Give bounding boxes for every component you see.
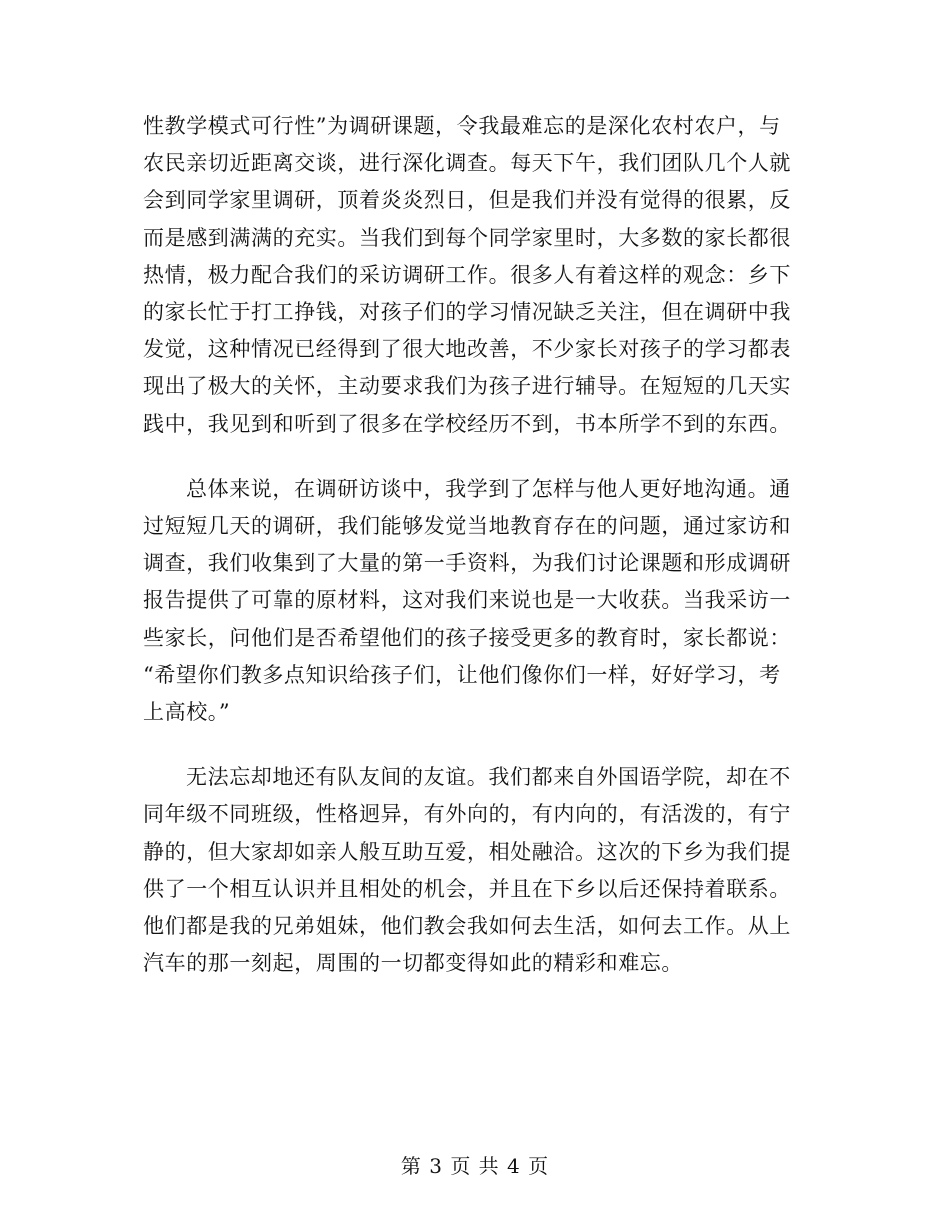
text-line: 调查，我们收集到了大量的第一手资料，为我们讨论课题和形成调研 <box>143 551 791 576</box>
text-line: 农民亲切近距离交谈，进行深化调查。每天下午，我们团队几个人就 <box>143 151 791 176</box>
text-line: 会到同学家里调研，顶着炎炎烈日，但是我们并没有觉得的很累，反 <box>143 188 791 213</box>
text-line: 报告提供了可靠的原材料，这对我们来说也是一大收获。当我采访一 <box>143 588 791 613</box>
text-line: 汽车的那一刻起，周围的一切都变得如此的精彩和难忘。 <box>143 951 683 976</box>
paragraph-3 <box>143 759 803 982</box>
text-line: 发觉，这种情况已经得到了很大地改善，不少家长对孩子的学习都表 <box>143 337 791 362</box>
text-line: 同年级不同班级，性格迥异，有外向的，有内向的，有活泼的，有宁 <box>143 802 791 827</box>
text-line: 而是感到满满的充实。当我们到每个同学家里时，大多数的家长都很 <box>143 225 791 250</box>
document-body <box>143 108 803 982</box>
text-line: 些家长，问他们是否希望他们的孩子接受更多的教育时，家长都说： <box>143 625 791 650</box>
text-line: “希望你们教多点知识给孩子们，让他们像你们一样，好好学习，考 <box>143 662 781 687</box>
text-line: 的家长忙于打工挣钱，对孩子们的学习情况缺乏关注，但在调研中我 <box>143 300 791 325</box>
text-line: 现出了极大的关怀，主动要求我们为孩子进行辅导。在短短的几天实 <box>143 374 791 399</box>
text-line: 过短短几天的调研，我们能够发觉当地教育存在的问题，通过家访和 <box>143 514 791 539</box>
text-line: 静的，但大家却如亲人般互助互爱，相处融洽。这次的下乡为我们提 <box>143 839 791 864</box>
text-line: 他们都是我的兄弟姐妹，他们教会我如何去生活，如何去工作。从上 <box>143 914 791 939</box>
text-line: 上高校。” <box>143 700 231 725</box>
page-number-footer: 第 3 页 共 4 页 <box>400 1154 550 1178</box>
text-line: 总体来说，在调研访谈中，我学到了怎样与他人更好地沟通。通 <box>186 476 791 501</box>
text-line: 无法忘却地还有队友间的友谊。我们都来自外国语学院，却在不 <box>186 765 791 790</box>
text-line: 践中，我见到和听到了很多在学校经历不到，书本所学不到的东西。 <box>143 411 791 436</box>
paragraph-1 <box>143 108 803 443</box>
text-line: 性教学模式可行性”为调研课题，令我最难忘的是深化农村农户，与 <box>143 114 781 138</box>
text-line: 供了一个相互认识并且相处的机会，并且在下乡以后还保持着联系。 <box>143 876 791 901</box>
paragraph-2 <box>143 471 803 731</box>
text-line: 热情，极力配合我们的采访调研工作。很多人有着这样的观念：乡下 <box>143 262 791 287</box>
